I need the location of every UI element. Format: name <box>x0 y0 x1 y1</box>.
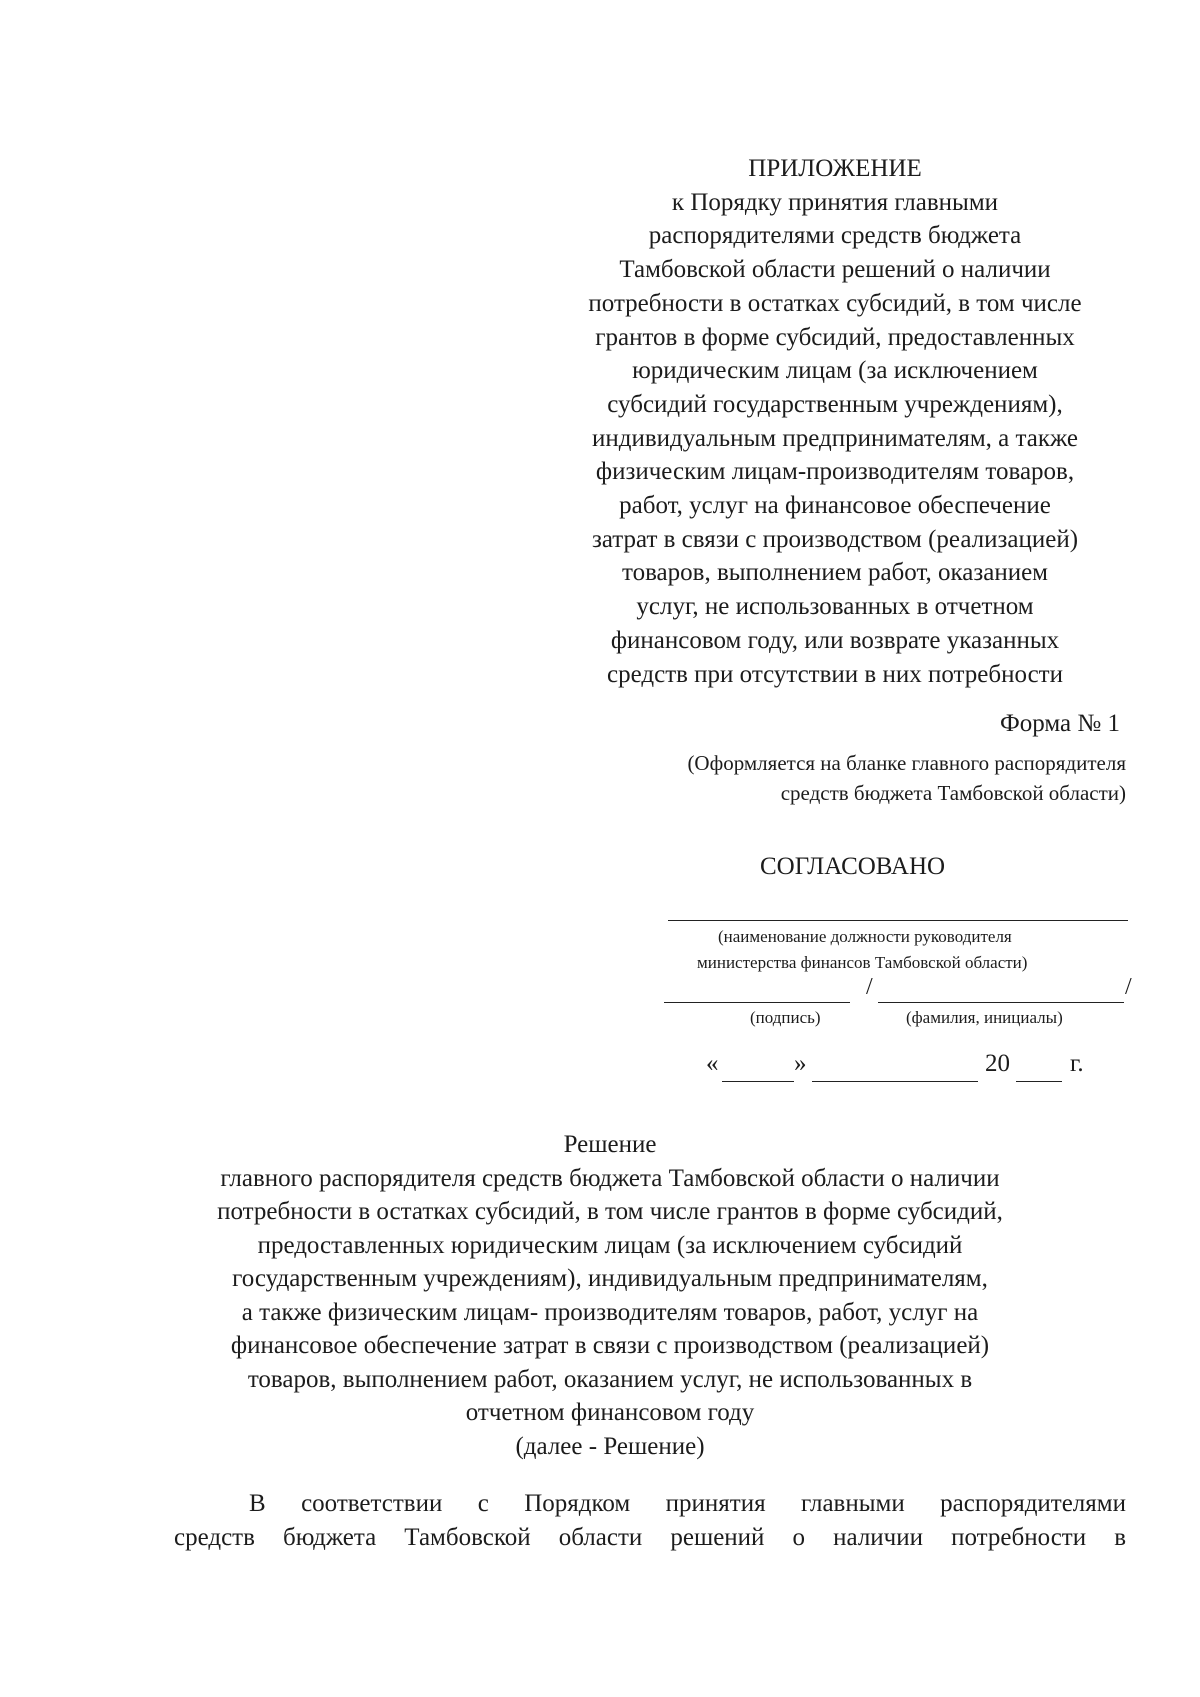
position-line <box>668 920 1128 921</box>
appendix-line: работ, услуг на финансовое обеспечение <box>619 492 1051 520</box>
decision-line: потребности в остатках субсидий, в том числе грантов в форме субсидий, <box>217 1198 1003 1225</box>
appendix-line: финансовом году, или возврате указанных <box>610 626 1060 654</box>
position-caption-line: (наименование должности руководителя <box>718 927 1012 946</box>
decision-line: а также физическим лицам- производителям товаров, работ, услуг на <box>241 1298 979 1326</box>
decision-line: товаров, выполнением работ, оказанием услуг, не использованных в <box>247 1365 973 1393</box>
appendix-heading: ПРИЛОЖЕНИЕ <box>748 155 922 182</box>
form-note <box>566 748 1126 808</box>
body-paragraph <box>174 1487 1126 1554</box>
body-line: В соответствии с Порядком принятия главными распорядителями <box>249 1490 1126 1517</box>
decision-title: Решение <box>563 1131 657 1158</box>
name-line <box>878 1002 1124 1003</box>
slash-separator: / <box>866 974 873 1000</box>
appendix-line: грантов в форме субсидий, предоставленных <box>595 323 1075 351</box>
signature-line <box>664 1002 850 1003</box>
appendix-line: индивидуальным предпринимателям, а также <box>591 424 1079 452</box>
decision-line: предоставленных юридическим лицам (за исключением субсидий <box>257 1231 963 1259</box>
appendix-line: субсидий государственным учреждениям), <box>607 390 1063 418</box>
approval-title: СОГЛАСОВАНО <box>760 853 946 880</box>
form-number: Форма № 1 <box>1000 710 1120 737</box>
decision-line: отчетном финансовом году <box>465 1399 755 1426</box>
appendix-block <box>555 152 1115 691</box>
decision-line: главного распорядителя средств бюджета Тамбовской области о наличии <box>220 1164 1000 1192</box>
decision-block <box>180 1128 1040 1463</box>
appendix-line: распорядителями средств бюджета <box>648 222 1022 250</box>
decision-line: финансовое обеспечение затрат в связи с производством (реализацией) <box>230 1332 990 1359</box>
appendix-line: товаров, выполнением работ, оказанием <box>621 559 1049 587</box>
appendix-line: физическим лицам-производителям товаров, <box>595 458 1075 486</box>
body-line: средств бюджета Тамбовской области решений о наличии потребности в <box>174 1523 1126 1551</box>
appendix-line: услуг, не использованных в отчетном <box>636 593 1034 621</box>
form-note-line: (Оформляется на бланке главного распорядителя <box>687 751 1126 775</box>
date-open-quote: « <box>706 1050 719 1077</box>
decision-line: государственным учреждениям), индивидуальным предпринимателям, <box>232 1265 988 1292</box>
date-month-line <box>812 1081 978 1082</box>
position-caption-line: министерства финансов Тамбовской области) <box>697 953 1028 972</box>
signature-caption: (подпись) <box>750 1008 821 1027</box>
date-year-suffix: г. <box>1070 1050 1084 1077</box>
decision-line: (далее - Решение) <box>515 1432 705 1460</box>
name-caption: (фамилия, инициалы) <box>906 1008 1063 1027</box>
date-day-line <box>722 1081 794 1082</box>
appendix-line: юридическим лицам (за исключением <box>632 357 1038 385</box>
appendix-line: затрат в связи с производством (реализацией) <box>591 525 1079 553</box>
date-century: 20 <box>985 1050 1010 1077</box>
appendix-line: к Порядку принятия главными <box>671 188 999 216</box>
date-close-quote: » <box>794 1050 807 1077</box>
appendix-line: средств при отсутствии в них потребности <box>607 660 1063 688</box>
appendix-line: Тамбовской области решений о наличии <box>619 256 1051 284</box>
slash-separator: / <box>1125 974 1132 1000</box>
form-note-line: средств бюджета Тамбовской области) <box>780 781 1126 805</box>
appendix-line: потребности в остатках субсидий, в том числе <box>588 289 1082 317</box>
date-year-line <box>1016 1081 1062 1082</box>
